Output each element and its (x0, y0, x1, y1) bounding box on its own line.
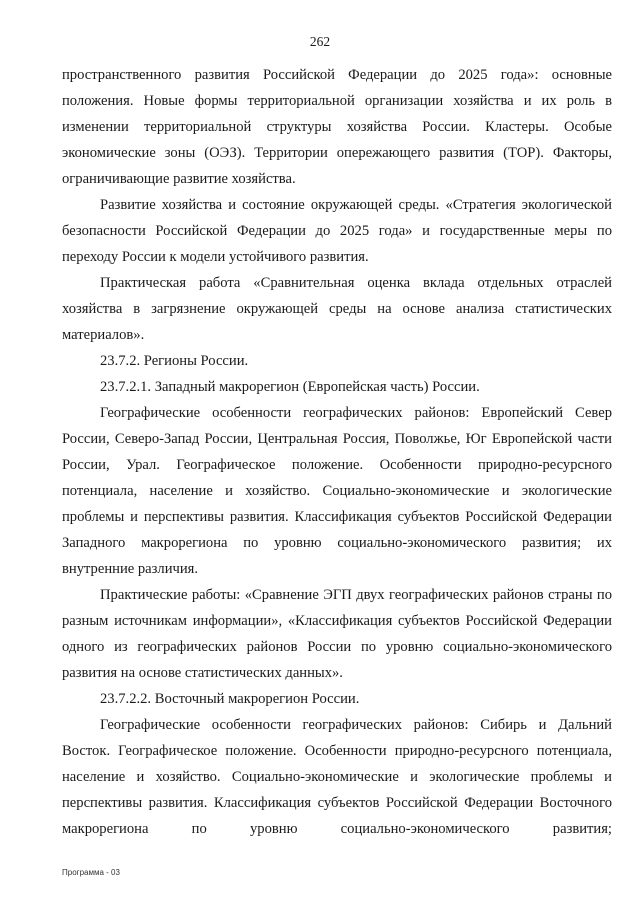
paragraph-western-practical: Практические работы: «Сравнение ЭГП двух географических районов страны по разным источникам информации», «Классификация субъектов Российской Федерации одного из географических районов России по уровню социально-экономического развития на основе статистических данных». (62, 587, 612, 681)
section-heading-regions: 23.7.2. Регионы России. (100, 353, 249, 369)
section-heading-eastern: 23.7.2.2. Восточный макрорегион России. (100, 691, 360, 707)
footer-label: Программа - 03 (62, 868, 120, 877)
page-number: 262 (309, 34, 331, 49)
document-body (62, 62, 612, 842)
paragraph-practical-work: Практическая работа «Сравнительная оценка вклада отдельных отраслей хозяйства в загрязнение окружающей среды на основе анализа статистических материалов». (62, 275, 612, 343)
paragraph-continuation: пространственного развития Российской Федерации до 2025 года»: основные положения. Новые формы территориальной организации хозяйства и их роль в изменении территориальной структуры хозяйства России. Кластеры. Особые экономические зоны (ОЭЗ). Территории опережающего развития (ТОР). Факторы, ограничивающие развитие хозяйства. (62, 67, 612, 187)
section-heading-western: 23.7.2.1. Западный макрорегион (Европейская часть) России. (100, 379, 480, 395)
paragraph-eastern-features: Географические особенности географических районов: Сибирь и Дальний Восток. Географическое положение. Особенности природно-ресурсного потенциала, население и хозяйство. Социально-экономические и экологические проблемы и перспективы развития. Классификация субъектов Российской Федерации Восточного макрорегиона по уровню социально-экономического развития; (62, 717, 612, 837)
paragraph-environment: Развитие хозяйства и состояние окружающей среды. «Стратегия экологической безопасности Российской Федерации до 2025 года» и государственные меры по переходу России к модели устойчивого развития. (62, 197, 612, 265)
paragraph-western-features: Географические особенности географических районов: Европейский Север России, Северо-Запад России, Центральная Россия, Поволжье, Юг Европейской части России, Урал. Географическое положение. Особенности природно-ресурсного потенциала, население и хозяйство. Социально-экономические и экологические проблемы и перспективы развития. Классификация субъектов Российской Федерации Западного макрорегиона по уровню социально-экономического развития; их внутренние различия. (62, 405, 612, 577)
